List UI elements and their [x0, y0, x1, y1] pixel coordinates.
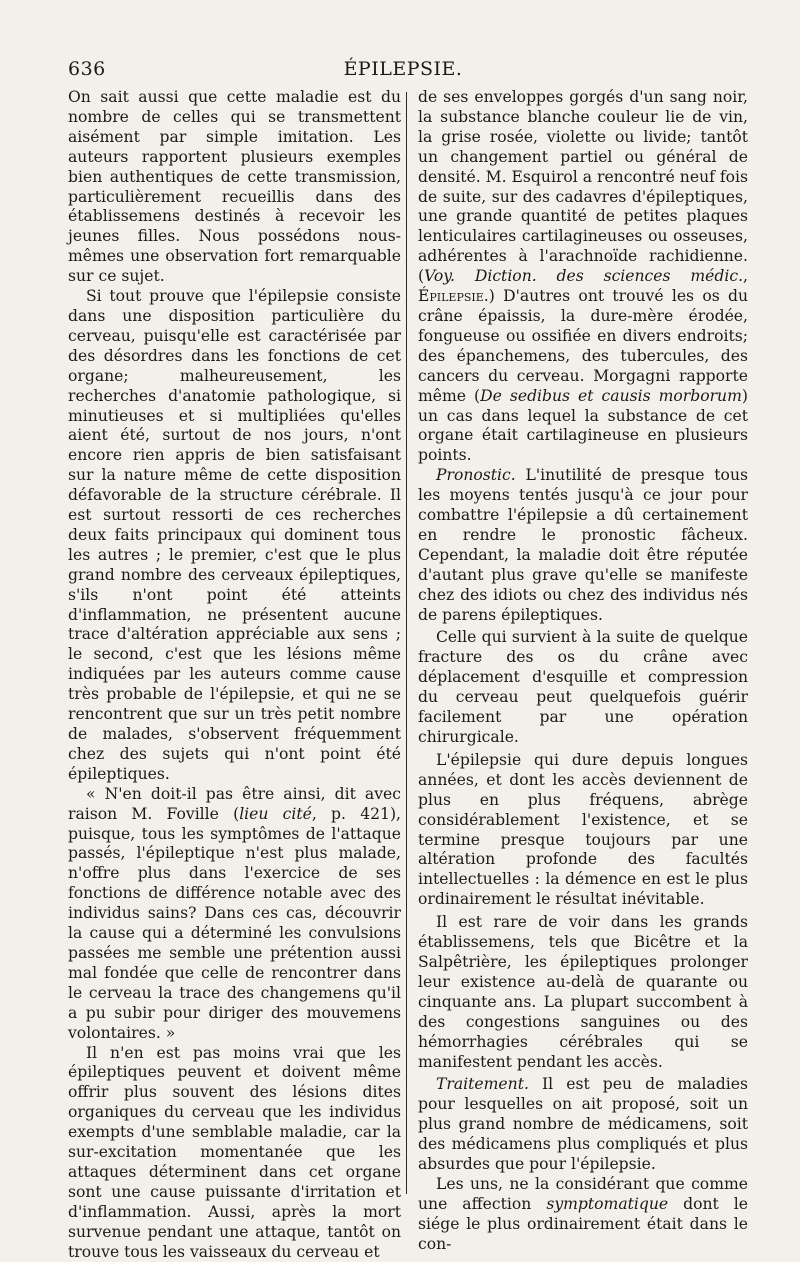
term-italic: symptomatique [546, 1195, 668, 1213]
text-run: Les uns, ne la considérant que comme une affection [418, 1175, 748, 1213]
text-run: dont le siége le plus ordinairement était dans le con- [418, 1195, 748, 1253]
paragraph: Si tout prouve que l'épilepsie consiste dans une disposition particulière du cerveau, puisqu'elle est caractérisée par des désordres dans les fonctions de cet organe; malheureusement, les recherches d'anatomie pathologique, si minutieuses et si multipliées qu'elles aient été, surtout de nos jours, n'ont encore rien appris de bien satisfaisant sur la nature même de cette disposition défavorable de la structure cérébrale. Il est surtout ressorti de ces recherches deux faits principaux qui dominent tous les autres ; le premier, c'est que le plus grand nombre des cerveaux épileptiques, s'ils n'ont point été atteints d'inflammation, ne présentent aucune trace d'altération appréciable aux sens ; le second, c'est que les lésions même indiquées par les auteurs comme cause très probable de l'épilepsie, et qui ne se rencontrent que sur un très petit nombre de malades, s'observent fréquemment chez des sujets qui n'ont point été épileptiques. [68, 287, 401, 785]
small-caps-word: Épilepsie [418, 287, 484, 305]
page-header [68, 58, 738, 86]
paragraph: Celle qui survient à la suite de quelque fracture des os du crâne avec déplacement d'esquille et compression du cerveau peut quelquefois guérir facilement par une opération chirurgicale. [418, 628, 748, 747]
paragraph [418, 88, 748, 466]
citation-italic: lieu cité [239, 805, 312, 823]
latin-title-italic: De sedibus et causis morborum [480, 387, 742, 405]
paragraph: Il n'en est pas moins vrai que les épileptiques peuvent et doivent même offrir plus souvent des lésions dites organiques du cerveau que les individus exempts d'une semblable maladie, car la sur-excitation momentanée que les attaques déterminent dans cet organe sont une cause puissante d'irritation et d'inflammation. Aussi, après la mort survenue pendant une attaque, tantôt on trouve tous les vaisseaux du cerveau et [68, 1044, 401, 1262]
right-column [418, 88, 748, 1255]
section-label: Pronostic. [436, 466, 516, 484]
text-run: , [743, 267, 748, 285]
paragraph [68, 785, 401, 1044]
reference-italic: Voy. Diction. des sciences médic. [424, 267, 743, 285]
text-run: Il est peu de maladies pour lesquelles on ait proposé, soit un plus grand nombre de médicamens, soit des médicamens plus compliqués et plus absurdes que pour l'épilepsie. [418, 1075, 748, 1173]
paragraph: On sait aussi que cette maladie est du nombre de celles qui se transmettent aisément par simple imitation. Les auteurs rapportent plusieurs exemples bien authentiques de cette transmission, particulièrement recueillis dans des établissemens destinés à recevoir les jeunes filles. Nous possédons nous-mêmes une observation fort remarquable sur ce sujet. [68, 88, 401, 287]
paragraph [418, 466, 748, 625]
left-column [68, 88, 401, 1262]
paragraph: L'épilepsie qui dure depuis longues années, et dont les accès deviennent de plus en plus fréquens, abrège considérablement l'existence, et se termine presque toujours par une altération profonde des facultés intellectuelles : la démence en est le plus ordinairement le résultat inévitable. [418, 751, 748, 910]
text-run: , p. 421), puisque, tous les symptômes de l'attaque passés, l'épileptique n'est plus malade, n'offre plus dans l'exercice de ses fonctions de différence notable avec des individus sains? Dans ces cas, découvrir la cause qui a déterminé les convulsions passées me semble une prétention aussi mal fondée que celle de rencontrer dans le cerveau la trace des changemens qu'il a pu subir pour diriger des mouvemens volontaires. » [68, 805, 401, 1042]
column-divider [406, 92, 407, 1194]
text-run: « N'en doit-il pas être ainsi, dit avec raison M. Foville ( [68, 785, 401, 823]
paragraph [418, 1175, 748, 1255]
page-number: 636 [68, 58, 106, 80]
text-run: de ses enveloppes gorgés d'un sang noir, la substance blanche couleur lie de vin, la grise rosée, violette ou livide; tantôt un changement partiel ou général de densité. M. Esquirol a rencontré neuf fois de suite, sur des cadavres d'épileptiques, une grande quantité de petites plaques lenticulaires cartilagineuses ou osseuses, adhérentes à l'arachnoïde rachidienne. ( [418, 88, 748, 285]
text-run: ) un cas dans lequel la substance de cet organe était cartilagineuse en plusieurs points. [418, 387, 748, 465]
paragraph [418, 1075, 748, 1175]
text-run: L'inutilité de presque tous les moyens tentés jusqu'à ce jour pour combattre l'épilepsie a dû certainement en rendre le pronostic fâcheux. Cependant, la maladie doit être réputée d'autant plus grave qu'elle se manifeste chez des idiots ou chez des individus nés de parens épileptiques. [418, 466, 748, 623]
paragraph: Il est rare de voir dans les grands établissemens, tels que Bicêtre et la Salpêtrière, les épileptiques prolonger leur existence au-delà de quarante ou cinquante ans. La plupart succombent à des congestions sanguines ou des hémorrhagies cérébrales qui se manifestent pendant les accès. [418, 913, 748, 1072]
text-run: .) D'autres ont trouvé les os du crâne épaissis, la dure-mère érodée, fongueuse ou ossifiée en divers endroits; des épanchemens, des tubercules, des cancers du cerveau. Morgagni rapporte même ( [418, 287, 748, 405]
running-title: ÉPILEPSIE. [68, 58, 738, 80]
section-label: Traitement. [436, 1075, 529, 1093]
